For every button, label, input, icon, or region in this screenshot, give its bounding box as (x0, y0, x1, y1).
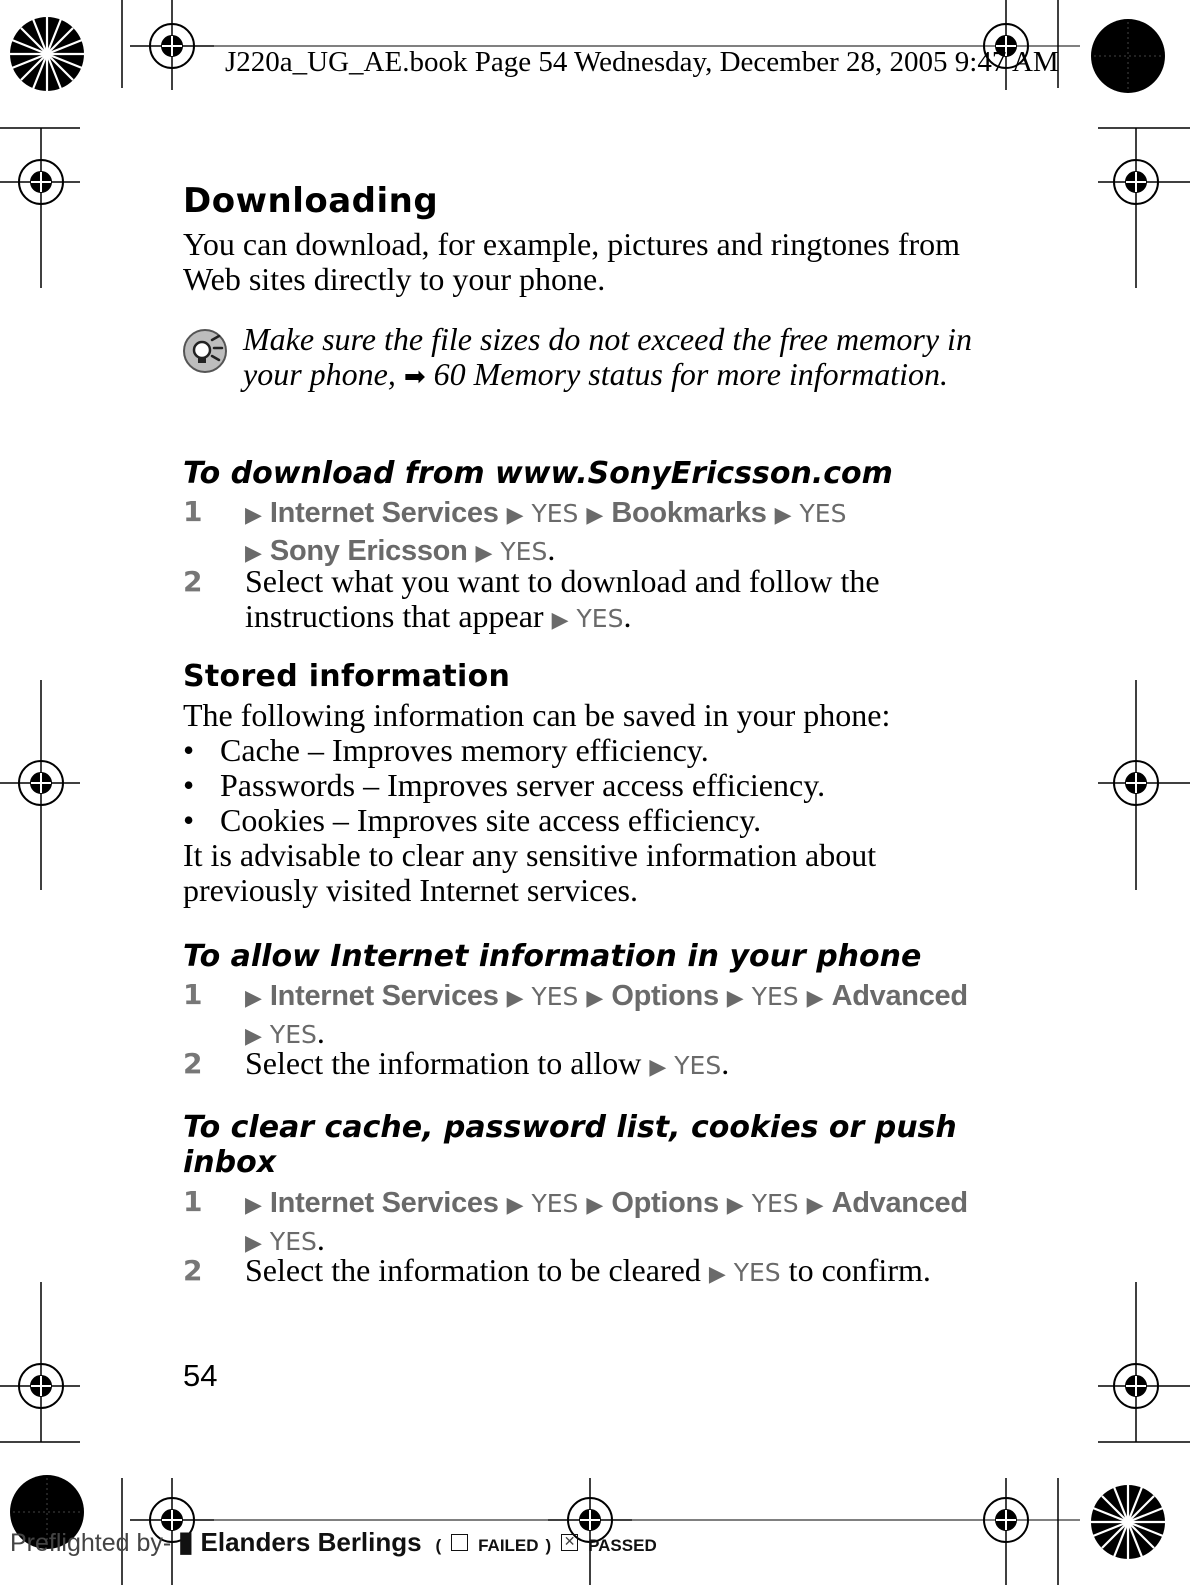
preflight-brand: Elanders Berlings (200, 1527, 422, 1557)
step-tail: . (623, 598, 632, 634)
menu-advanced: Advanced (831, 1187, 968, 1219)
arrow-reference-icon: ➡ (403, 362, 426, 392)
step-tail: to confirm. (788, 1252, 931, 1288)
lightbulb-hint-icon (181, 327, 233, 375)
menu-internet-services: Internet Services (269, 497, 499, 529)
key-yes: YES (751, 982, 799, 1011)
key-yes: YES (531, 1189, 579, 1218)
menu-advanced: Advanced (831, 980, 968, 1012)
step-number: 2 (183, 565, 203, 598)
note-text-before: Make sure the file sizes do not exceed the free memory in your phone, (243, 321, 972, 392)
passed-label: PASSED (588, 1536, 657, 1555)
paren: ) (545, 1536, 552, 1555)
section-title-downloading: Downloading (183, 181, 439, 221)
section-title-stored: Stored information (183, 659, 511, 694)
preflight-label: Preflighted by (10, 1529, 163, 1557)
step-number: 1 (183, 1185, 203, 1218)
stored-intro: The following information can be saved in your phone: (183, 697, 891, 733)
key-yes: YES (531, 499, 579, 528)
key-yes: YES (269, 1227, 317, 1256)
stored-advice: It is advisable to clear any sensitive information about previously visited Internet services. (183, 837, 877, 908)
step-tail: . (316, 1221, 325, 1257)
running-header: J220a_UG_AE.book Page 54 Wednesday, December 28, 2005 9:47 AM (225, 46, 1059, 78)
step-2-clear: 2 Select the information to be cleared ▶ YES to confirm. (183, 1252, 931, 1288)
key-yes: YES (799, 499, 847, 528)
failed-checkbox (451, 1534, 468, 1551)
page-number: 54 (183, 1358, 218, 1393)
menu-bookmarks: Bookmarks (611, 497, 767, 529)
list-item: • Passwords – Improves server access efficiency. (183, 768, 825, 803)
key-yes: YES (500, 537, 548, 566)
step-number: 1 (183, 495, 203, 528)
paren: ( (435, 1536, 442, 1555)
downloading-intro: You can download, for example, pictures and ringtones from Web sites directly to your phone. (183, 226, 961, 297)
passed-checkbox: ✕ (561, 1534, 578, 1551)
step-2-download: 2 Select what you want to download and follow the instructions that appear ▶ YES. (183, 563, 880, 634)
step-text: Select the information to allow (245, 1045, 642, 1081)
task-title-clear: To clear cache, password list, cookies or push inbox (183, 1110, 957, 1180)
step-1-download: 1 ▶ Internet Services ▶ YES ▶ Bookmarks ▶ YES ▶ Sony Ericsson ▶ YES. (183, 495, 847, 567)
key-yes: YES (674, 1051, 722, 1080)
step-1-clear: 1 ▶ Internet Services ▶ YES ▶ Options ▶ YES ▶ Advanced ▶ YES. (183, 1185, 968, 1257)
menu-sony-ericsson: Sony Ericsson (269, 535, 468, 567)
list-item: • Cache – Improves memory efficiency. (183, 733, 825, 768)
list-item: • Cookies – Improves site access efficiency. (183, 803, 825, 838)
step-number: 2 (183, 1047, 203, 1080)
menu-internet-services: Internet Services (269, 1187, 499, 1219)
key-yes: YES (531, 982, 579, 1011)
key-yes: YES (751, 1189, 799, 1218)
menu-internet-services: Internet Services (269, 980, 499, 1012)
elanders-logo-icon: ▮ (178, 1526, 194, 1557)
step-1-allow: 1 ▶ Internet Services ▶ YES ▶ Options ▶ YES ▶ Advanced ▶ YES. (183, 978, 968, 1050)
key-yes: YES (733, 1258, 781, 1287)
menu-options: Options (611, 1187, 719, 1219)
menu-options: Options (611, 980, 719, 1012)
step-text: Select what you want to download and follow the instructions that appear (245, 563, 880, 634)
step-text: Select the information to be cleared (245, 1252, 701, 1288)
stored-bullet-list (183, 733, 825, 838)
key-yes: YES (576, 604, 624, 633)
task-title-download: To download from www.SonyEricsson.com (183, 456, 893, 491)
failed-label: FAILED (478, 1536, 539, 1555)
step-tail: . (316, 1014, 325, 1050)
step-number: 2 (183, 1254, 203, 1287)
step-tail: . (721, 1045, 730, 1081)
step-tail: . (547, 531, 556, 567)
note-text-after: 60 Memory status for more information. (433, 356, 949, 392)
memory-note (243, 322, 1003, 395)
step-number: 1 (183, 978, 203, 1011)
step-2-allow: 2 Select the information to allow ▶ YES. (183, 1045, 730, 1081)
key-yes: YES (269, 1020, 317, 1049)
task-title-allow: To allow Internet information in your phone (183, 939, 922, 974)
preflight-footer: Preflighted by- ▮ Elanders Berlings ( FAILED ) ✕ PASSED (10, 1526, 657, 1557)
